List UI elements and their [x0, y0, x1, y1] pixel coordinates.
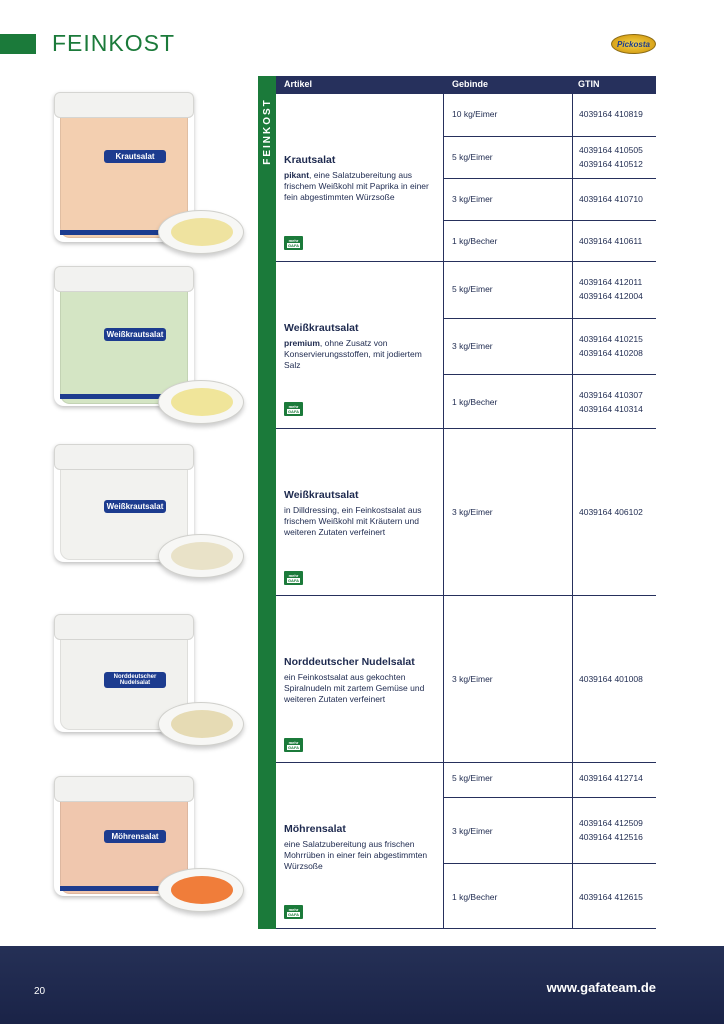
product-image-weisskrautsalat-premium	[50, 266, 250, 426]
pack-row	[444, 763, 656, 797]
pack-row	[444, 318, 656, 374]
gtin: 4039164 410512	[579, 159, 643, 169]
gebinde: 5 kg/Eimer	[452, 284, 493, 294]
table-row	[276, 94, 656, 262]
pack-row	[444, 374, 656, 429]
header-gtin: GTIN	[578, 79, 600, 89]
product-photos	[40, 76, 255, 930]
gtin: 4039164 412516	[579, 832, 643, 842]
gtin: 4039164 410819	[579, 109, 643, 119]
gtin: 4039164 412011	[579, 277, 643, 287]
article-description: ein Feinkostsalat aus gekochten Spiralnudeln mit zartem Gemüse und weiteren Zutaten verfeinert	[284, 672, 425, 704]
header-accent-bar	[0, 34, 36, 54]
gtin: 4039164 406102	[579, 507, 643, 517]
gtin: 4039164 410215	[579, 334, 643, 344]
side-tab	[258, 76, 276, 929]
tub-label: Norddeutscher Nudelsalat	[104, 672, 166, 688]
gtin: 4039164 412615	[579, 892, 643, 902]
gtin: 4039164 410710	[579, 194, 643, 204]
gebinde: 10 kg/Eimer	[452, 109, 498, 119]
pack-row	[444, 429, 656, 596]
gtin: 4039164 401008	[579, 674, 643, 684]
article-cell	[276, 763, 444, 928]
article-cell	[276, 429, 444, 595]
pack-row	[444, 94, 656, 136]
article-description: pikant, eine Salatzubereitung aus frischem Weißkohl mit Paprika in einer fein abgestimmten Würzsoße	[284, 170, 429, 202]
article-name: Weißkrautsalat	[284, 489, 359, 501]
tub-label: Weißkrautsalat	[104, 328, 166, 341]
article-cell	[276, 596, 444, 762]
gtin: 4039164 412004	[579, 291, 643, 301]
gafa-badge-icon: mehr GAFA	[284, 402, 303, 416]
article-cell	[276, 94, 444, 261]
tub-label: Möhrensalat	[104, 830, 166, 843]
header-artikel: Artikel	[284, 79, 313, 89]
pack-row	[444, 596, 656, 763]
gtin: 4039164 410505	[579, 145, 643, 155]
article-name: Krautsalat	[284, 154, 336, 166]
gebinde: 1 kg/Becher	[452, 892, 498, 902]
product-image-krautsalat	[50, 92, 250, 262]
gebinde: 5 kg/Eimer	[452, 152, 493, 162]
gebinde: 3 kg/Eimer	[452, 194, 493, 204]
gebinde: 1 kg/Becher	[452, 236, 498, 246]
pack-row	[444, 220, 656, 262]
table-row	[276, 763, 656, 929]
pack-row	[444, 178, 656, 220]
gebinde: 1 kg/Becher	[452, 397, 498, 407]
gebinde: 3 kg/Eimer	[452, 826, 493, 836]
product-image-nudelsalat	[50, 614, 250, 754]
pack-row	[444, 262, 656, 318]
product-image-weisskrautsalat-dill	[50, 444, 250, 584]
gtin: 4039164 412509	[579, 818, 643, 828]
article-name: Möhrensalat	[284, 823, 346, 835]
gtin: 4039164 410307	[579, 390, 643, 400]
table-row	[276, 429, 656, 596]
brand-logo-text: Pickosta	[617, 39, 650, 49]
page-number: 20	[34, 986, 46, 997]
article-name: Weißkrautsalat	[284, 322, 359, 334]
article-description: premium, ohne Zusatz von Konservierungsstoffen, mit jodiertem Salz	[284, 338, 422, 370]
article-name: Norddeutscher Nudelsalat	[284, 656, 415, 668]
gebinde: 3 kg/Eimer	[452, 674, 493, 684]
tub-label: Krautsalat	[104, 150, 166, 163]
pack-row	[444, 797, 656, 863]
table-row	[276, 262, 656, 429]
article-cell	[276, 262, 444, 428]
gafa-badge-icon: mehr GAFA	[284, 571, 303, 585]
gtin: 4039164 412714	[579, 773, 643, 783]
table-header	[276, 76, 656, 94]
gtin: 4039164 410314	[579, 404, 643, 414]
gtin: 4039164 410611	[579, 236, 643, 246]
tub-label: Weißkrautsalat	[104, 500, 166, 513]
gebinde: 3 kg/Eimer	[452, 341, 493, 351]
gebinde: 5 kg/Eimer	[452, 773, 493, 783]
pack-row	[444, 863, 656, 929]
side-tab-label: FEINKOST	[261, 97, 273, 165]
website-link[interactable]: www.gafateam.de	[546, 980, 656, 995]
table-row	[276, 596, 656, 763]
brand-logo	[611, 34, 656, 54]
pack-row	[444, 136, 656, 178]
header-gebinde: Gebinde	[452, 79, 489, 89]
page-title: FEINKOST	[52, 30, 176, 56]
gebinde: 3 kg/Eimer	[452, 507, 493, 517]
gafa-badge-icon: mehr GAFA	[284, 905, 303, 919]
article-description: eine Salatzubereitung aus frischen Mohrrüben in einer fein abgestimmten Würzsoße	[284, 839, 428, 871]
gtin: 4039164 410208	[579, 348, 643, 358]
gafa-badge-icon: mehr GAFA	[284, 236, 303, 250]
product-image-moehrensalat	[50, 776, 250, 926]
gafa-badge-icon: mehr GAFA	[284, 738, 303, 752]
article-description: in Dilldressing, ein Feinkostsalat aus frischem Weißkohl mit Kräutern und weiteren Zutaten verfeinert	[284, 505, 422, 537]
